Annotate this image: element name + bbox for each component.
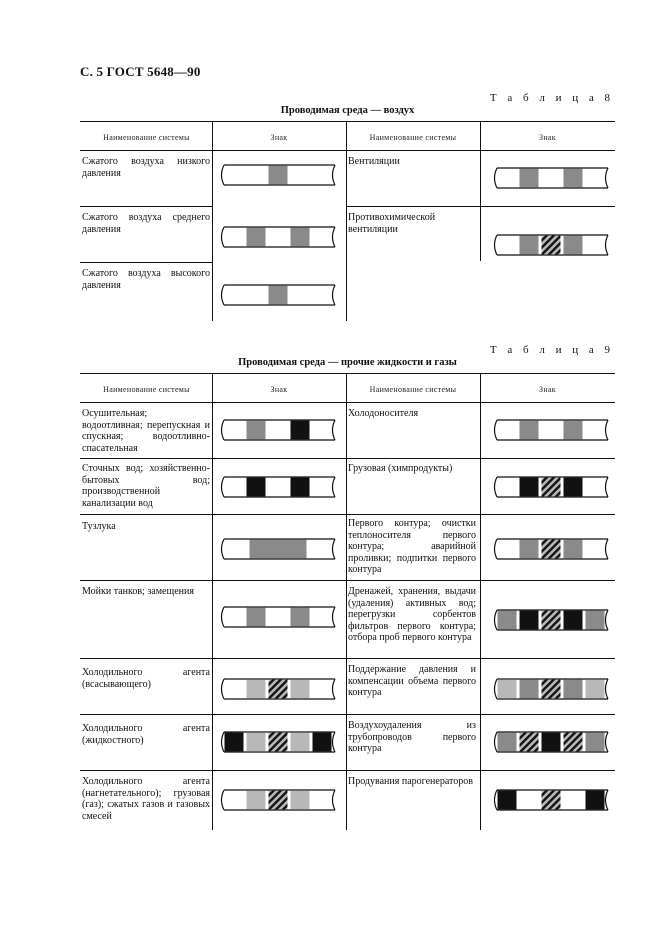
pipe-sign: [490, 234, 612, 256]
pipe-break: [495, 168, 498, 188]
pipe-break: [222, 420, 225, 440]
page-header: С. 5 ГОСТ 5648—90: [80, 64, 201, 79]
table9-col-sign: Знак: [270, 385, 288, 394]
pipe-outline: [224, 420, 335, 440]
table8-title: Проводимая среда — воздух: [280, 105, 415, 116]
pipe-break: [222, 539, 225, 559]
pipe-break: [333, 607, 336, 627]
gray-band: [247, 228, 266, 247]
black-band: [520, 611, 539, 630]
pipe-break: [222, 732, 225, 752]
pipe-sign: [217, 226, 339, 248]
hatched-band: [269, 733, 288, 752]
table8-divider: [212, 121, 213, 321]
gray-band: [498, 733, 517, 752]
table9-row-rule: [80, 658, 615, 659]
pipe-break: [606, 420, 609, 440]
pipe-break: [222, 679, 225, 699]
pipe-break: [333, 285, 336, 305]
table9-divider: [346, 373, 347, 830]
table8-col-name: Наименование системы: [369, 133, 457, 142]
gray-band: [250, 540, 269, 559]
gray-band: [564, 169, 583, 188]
pipe-break: [333, 165, 336, 185]
pipe-break: [222, 227, 225, 247]
table8-top-rule: [80, 121, 615, 122]
table9-right-name: Воздухоудаления из трубопроводов первого контура: [348, 720, 476, 754]
table8-row-rule: [80, 262, 213, 263]
pipe-sign: [490, 476, 612, 498]
light-band: [247, 680, 266, 699]
gray-band: [269, 540, 288, 559]
pipe-sign: [490, 167, 612, 189]
pipe-break: [606, 679, 609, 699]
pipe-outline: [497, 420, 608, 440]
table9-col-name: Наименование системы: [369, 385, 457, 394]
gray-band: [498, 611, 517, 630]
gray-band: [269, 286, 288, 305]
table8-label: Т а б л и ц а 8: [489, 92, 614, 104]
table9-header-rule: [80, 402, 615, 403]
table8-right-name: Противохимической вентиляции: [348, 212, 436, 235]
pipe-outline: [224, 607, 335, 627]
pipe-break: [495, 477, 498, 497]
gray-band: [564, 236, 583, 255]
gray-band: [520, 421, 539, 440]
black-band: [542, 733, 561, 752]
hatched-band: [542, 236, 561, 255]
table9-left-name: Сточных вод; хозяйственно-бытовых вод; производственной канализации вод: [82, 463, 210, 509]
hatched-band: [564, 733, 583, 752]
gray-band: [247, 421, 266, 440]
table8-row-rule: [80, 206, 213, 207]
pipe-break: [333, 477, 336, 497]
table9-left-name: Холодильного агента (всасывающего): [82, 667, 210, 690]
table9-right-name: Холодоносителя: [348, 408, 419, 419]
table9-top-rule: [80, 373, 615, 374]
pipe-break: [606, 235, 609, 255]
table9-col-name: Наименование системы: [103, 385, 190, 394]
pipe-outline: [224, 227, 335, 247]
table8-header-rule: [80, 150, 615, 151]
hatched-band: [542, 611, 561, 630]
pipe-break: [495, 420, 498, 440]
hatched-band: [269, 791, 288, 810]
table9-right-name: Дренажей, хранения, выдачи (удаления) активных вод; перегрузки сорбентов фильтров первого контура; отбора проб первого контура: [348, 586, 476, 643]
pipe-sign: [217, 419, 339, 441]
pipe-sign: [490, 731, 612, 753]
pipe-break: [495, 732, 498, 752]
pipe-outline: [224, 477, 335, 497]
table8-col-sign: Знак: [539, 133, 556, 142]
hatched-band: [269, 680, 288, 699]
black-band: [291, 478, 310, 497]
light-band: [291, 733, 310, 752]
gray-band: [269, 166, 288, 185]
light-band: [247, 733, 266, 752]
table8-right-name: Вентиляции: [348, 156, 400, 167]
pipe-break: [606, 539, 609, 559]
pipe-break: [222, 165, 225, 185]
pipe-break: [495, 790, 498, 810]
pipe-sign: [217, 789, 339, 811]
light-band: [586, 680, 605, 699]
gray-band: [586, 611, 605, 630]
pipe-break: [333, 790, 336, 810]
gray-band: [520, 236, 539, 255]
table9-row-rule: [80, 458, 615, 459]
table9-divider: [212, 373, 213, 830]
gray-band: [564, 540, 583, 559]
pipe-break: [495, 679, 498, 699]
table9-title: Проводимая среда — прочие жидкости и газы: [238, 357, 457, 368]
pipe-break: [333, 420, 336, 440]
gray-band: [291, 228, 310, 247]
hatched-band: [520, 733, 539, 752]
pipe-break: [606, 168, 609, 188]
pipe-break: [222, 790, 225, 810]
pipe-sign: [217, 284, 339, 306]
pipe-sign: [490, 678, 612, 700]
table8-divider: [346, 121, 347, 321]
pipe-break: [495, 235, 498, 255]
hatched-band: [542, 478, 561, 497]
gray-band: [288, 540, 307, 559]
pipe-break: [606, 610, 609, 630]
table9-right-name: Первого контура; очистки теплоносителя первого контура; аварийной проливки; подпитки первого контура: [348, 518, 476, 575]
pipe-break: [333, 539, 336, 559]
table9-row-rule: [80, 580, 615, 581]
pipe-sign: [490, 419, 612, 441]
black-band: [313, 733, 332, 752]
table8-left-name: Сжатого воздуха низкого давления: [82, 156, 210, 179]
table9-divider: [480, 373, 481, 830]
table8-row-rule: [346, 206, 615, 207]
pipe-break: [222, 285, 225, 305]
table9-row-rule: [80, 514, 615, 515]
pipe-sign: [490, 609, 612, 631]
gray-band: [247, 608, 266, 627]
pipe-sign: [217, 731, 339, 753]
light-band: [498, 680, 517, 699]
pipe-break: [333, 679, 336, 699]
black-band: [564, 478, 583, 497]
table9-right-name: Поддержание давления и компенсации объема первого контура: [348, 664, 476, 698]
pipe-break: [495, 610, 498, 630]
pipe-sign: [490, 538, 612, 560]
pipe-break: [222, 607, 225, 627]
light-band: [291, 791, 310, 810]
table9-left-name: Осушительная; водоотливная; перепускная и спускная; водоотливно-спасательная: [82, 408, 210, 454]
light-band: [247, 791, 266, 810]
table8-col-name: Наименование системы: [103, 133, 190, 142]
pipe-sign: [217, 164, 339, 186]
table8-divider: [480, 121, 481, 261]
black-band: [498, 791, 517, 810]
table9-left-name: Холодильного агента (жидкостного): [82, 723, 210, 746]
table8-left-name: Сжатого воздуха среднего давления: [82, 212, 210, 235]
pipe-break: [606, 790, 609, 810]
black-band: [586, 791, 605, 810]
table9-row-rule: [80, 770, 615, 771]
gray-band: [564, 680, 583, 699]
table9-right-name: Грузовая (химпродукты): [348, 463, 453, 474]
hatched-band: [542, 791, 561, 810]
light-band: [291, 680, 310, 699]
table9-label: Т а б л и ц а 9: [489, 344, 614, 356]
gray-band: [520, 540, 539, 559]
gray-band: [291, 608, 310, 627]
table9-left-name: Тузлука: [82, 521, 116, 532]
gray-band: [564, 421, 583, 440]
gray-band: [520, 169, 539, 188]
pipe-break: [333, 227, 336, 247]
black-band: [225, 733, 244, 752]
pipe-sign: [217, 678, 339, 700]
pipe-break: [333, 732, 336, 752]
black-band: [564, 611, 583, 630]
black-band: [247, 478, 266, 497]
table9-col-sign: Знак: [539, 385, 556, 394]
pipe-break: [606, 477, 609, 497]
pipe-break: [606, 732, 609, 752]
black-band: [520, 478, 539, 497]
table9-left-name: Холодильного агента (нагнетательного); грузовая (газ); сжатых газов и газовых смесей: [82, 776, 210, 822]
pipe-outline: [497, 168, 608, 188]
table8-col-sign: Знак: [270, 133, 288, 142]
pipe-sign: [217, 538, 339, 560]
hatched-band: [542, 680, 561, 699]
gray-band: [520, 680, 539, 699]
pipe-break: [222, 477, 225, 497]
table8-left-name: Сжатого воздуха высокого давления: [82, 268, 210, 291]
hatched-band: [542, 540, 561, 559]
pipe-sign: [217, 476, 339, 498]
pipe-sign: [217, 606, 339, 628]
black-band: [291, 421, 310, 440]
gray-band: [586, 733, 605, 752]
table9-left-name: Мойки танков; замещения: [82, 586, 194, 597]
pipe-break: [495, 539, 498, 559]
table9-row-rule: [80, 714, 615, 715]
pipe-sign: [490, 789, 612, 811]
table9-right-name: Продувания парогенераторов: [348, 776, 473, 787]
